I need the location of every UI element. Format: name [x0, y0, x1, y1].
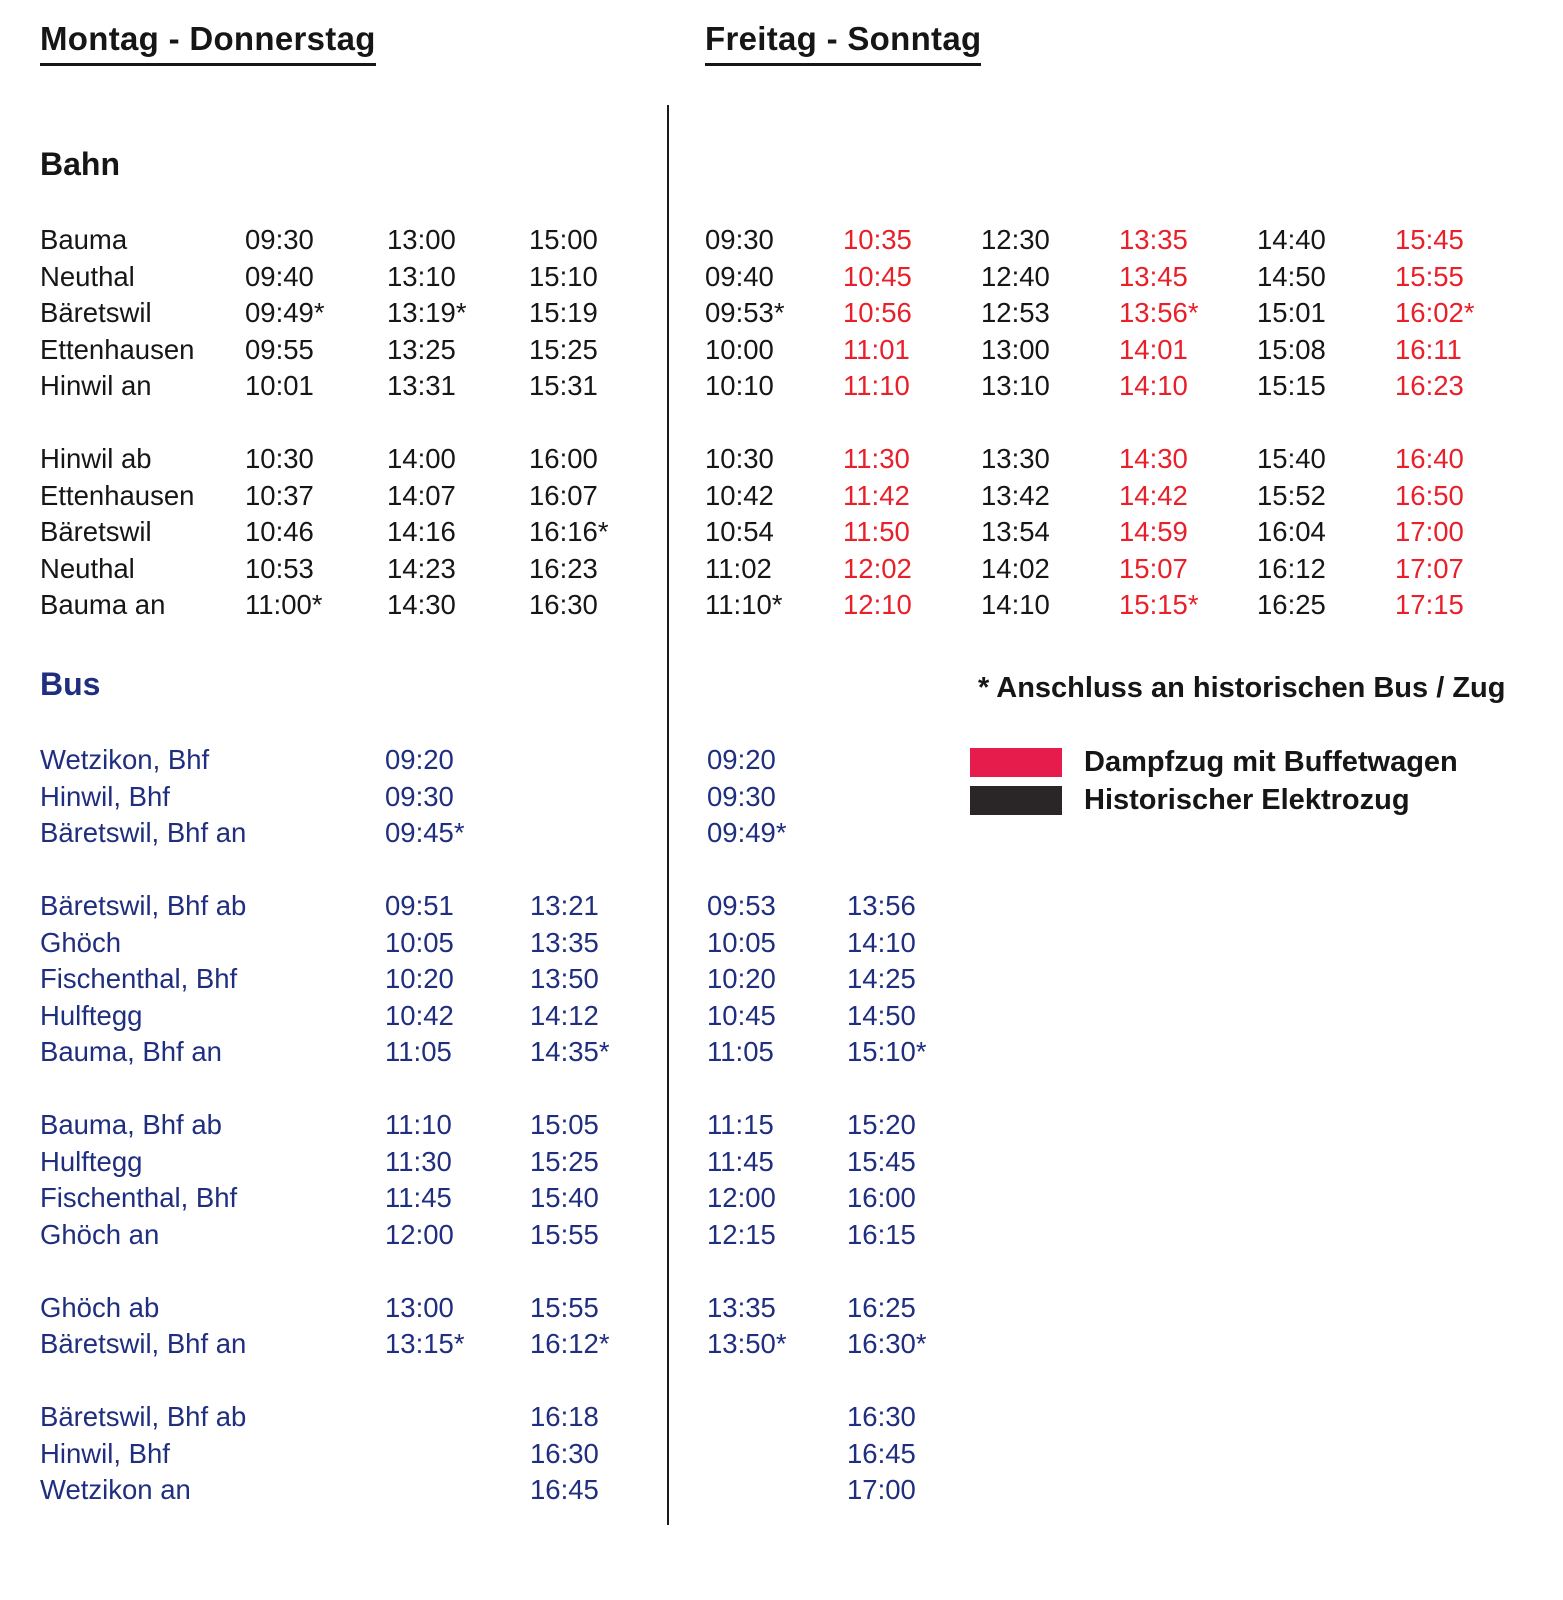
timetable-row — [40, 742, 675, 779]
timetable-row — [40, 1399, 675, 1436]
timetable-row — [707, 815, 987, 852]
station-cell: Bäretswil, Bhf ab — [40, 890, 247, 922]
time-cell: 16:30 — [847, 1401, 916, 1433]
time-cell: 13:54 — [981, 516, 1050, 548]
legend-item-dampfzug — [970, 744, 1458, 782]
time-cell: 15:25 — [529, 333, 598, 365]
station-cell: Wetzikon, Bhf — [40, 744, 210, 776]
timetable-row — [40, 259, 671, 296]
time-cell: 11:45 — [707, 1145, 774, 1177]
timetable-row — [707, 779, 987, 816]
time-cell: 11:30 — [843, 443, 910, 475]
station-cell: Bäretswil — [40, 516, 152, 548]
time-cell: 16:30* — [847, 1328, 927, 1360]
timetable-row — [40, 888, 675, 925]
station-cell: Hulftegg — [40, 999, 143, 1031]
timetable-row — [707, 1217, 987, 1254]
time-cell: 16:23 — [1395, 370, 1464, 402]
time-cell: 09:20 — [385, 744, 454, 776]
time-cell: 10:10 — [705, 370, 774, 402]
time-cell: 13:30 — [981, 443, 1050, 475]
time-cell: 11:10 — [843, 370, 910, 402]
section-label-bus: Bus — [40, 666, 101, 702]
time-cell: 13:00 — [981, 333, 1050, 365]
bahn-table-montag-donnerstag — [40, 222, 671, 624]
timetable-row — [40, 1290, 675, 1327]
station-cell: Bauma — [40, 224, 128, 256]
time-cell: 14:10 — [1119, 370, 1188, 402]
time-cell: 15:00 — [529, 224, 598, 256]
station-cell: Bäretswil — [40, 297, 152, 329]
time-cell: 10:20 — [707, 963, 776, 995]
timetable-row — [705, 514, 1533, 551]
time-cell: 16:02* — [1395, 297, 1475, 329]
time-cell: 09:53* — [705, 297, 785, 329]
time-cell: 13:35 — [707, 1291, 776, 1323]
time-cell: 15:08 — [1257, 333, 1326, 365]
timetable-row — [707, 1472, 987, 1509]
time-cell: 15:05 — [530, 1109, 599, 1141]
timetable-block — [40, 742, 675, 852]
timetable-row — [705, 368, 1533, 405]
time-cell: 17:07 — [1395, 552, 1464, 584]
timetable-block — [705, 222, 1533, 405]
time-cell: 16:04 — [1257, 516, 1326, 548]
timetable-row — [40, 1436, 675, 1473]
time-cell: 11:02 — [705, 552, 772, 584]
legend — [970, 744, 1458, 819]
time-cell: 10:53 — [245, 552, 314, 584]
time-cell: 13:56 — [847, 890, 916, 922]
timetable-row — [707, 998, 987, 1035]
time-cell: 14:16 — [387, 516, 456, 548]
time-cell: 10:30 — [245, 443, 314, 475]
time-cell: 15:10 — [529, 260, 598, 292]
legend-swatch-black-icon — [970, 786, 1062, 815]
time-cell: 15:19 — [529, 297, 598, 329]
timetable-block — [40, 1399, 675, 1509]
timetable-row — [705, 551, 1533, 588]
time-cell: 16:23 — [529, 552, 598, 584]
time-cell: 14:10 — [981, 589, 1050, 621]
station-cell: Hinwil, Bhf — [40, 1437, 170, 1469]
bus-table-montag-donnerstag — [40, 742, 675, 1509]
station-cell: Fischenthal, Bhf — [40, 1182, 238, 1214]
time-cell: 12:30 — [981, 224, 1050, 256]
timetable-row — [707, 888, 987, 925]
time-cell: 14:25 — [847, 963, 916, 995]
timetable-row — [40, 1180, 675, 1217]
station-cell: Ghöch ab — [40, 1291, 160, 1323]
time-cell: 16:45 — [530, 1474, 599, 1506]
station-cell: Bauma an — [40, 589, 166, 621]
header-freitag-sonntag: Freitag - Sonntag — [705, 20, 981, 66]
time-cell: 15:40 — [530, 1182, 599, 1214]
station-cell: Bauma, Bhf an — [40, 1036, 222, 1068]
time-cell: 14:35* — [530, 1036, 610, 1068]
timetable-row — [40, 222, 671, 259]
time-cell: 11:00* — [245, 589, 323, 621]
time-cell: 10:20 — [385, 963, 454, 995]
timetable-row — [40, 1144, 675, 1181]
timetable-block — [707, 1290, 987, 1363]
time-cell: 16:00 — [529, 443, 598, 475]
time-cell: 10:42 — [385, 999, 454, 1031]
legend-label-dampfzug: Dampfzug mit Buffetwagen — [1084, 746, 1458, 779]
header-montag-donnerstag: Montag - Donnerstag — [40, 20, 376, 66]
timetable-block — [707, 1399, 987, 1509]
time-cell: 12:00 — [385, 1218, 454, 1250]
timetable-row — [707, 1180, 987, 1217]
station-cell: Hulftegg — [40, 1145, 143, 1177]
time-cell: 09:53 — [707, 890, 776, 922]
time-cell: 13:56* — [1119, 297, 1199, 329]
time-cell: 10:45 — [843, 260, 912, 292]
time-cell: 09:51 — [385, 890, 454, 922]
time-cell: 13:31 — [387, 370, 456, 402]
timetable-block — [705, 441, 1533, 624]
time-cell: 11:10* — [705, 589, 783, 621]
time-cell: 14:30 — [387, 589, 456, 621]
time-cell: 15:25 — [530, 1145, 599, 1177]
time-cell: 13:25 — [387, 333, 456, 365]
timetable-row — [40, 478, 671, 515]
time-cell: 16:25 — [1257, 589, 1326, 621]
timetable-row — [40, 1034, 675, 1071]
time-cell: 10:05 — [385, 926, 454, 958]
time-cell: 16:07 — [529, 479, 598, 511]
time-cell: 11:50 — [843, 516, 910, 548]
time-cell: 16:11 — [1395, 333, 1462, 365]
timetable-block — [707, 742, 987, 852]
time-cell: 09:30 — [385, 780, 454, 812]
time-cell: 12:15 — [707, 1218, 776, 1250]
time-cell: 14:23 — [387, 552, 456, 584]
time-cell: 12:00 — [707, 1182, 776, 1214]
timetable-row — [40, 1472, 675, 1509]
time-cell: 15:55 — [530, 1218, 599, 1250]
timetable-row — [40, 295, 671, 332]
timetable-row — [707, 1144, 987, 1181]
time-cell: 09:49* — [707, 817, 787, 849]
time-cell: 12:53 — [981, 297, 1050, 329]
timetable-block — [707, 888, 987, 1071]
timetable-row — [40, 514, 671, 551]
time-cell: 12:10 — [843, 589, 912, 621]
timetable-row — [705, 332, 1533, 369]
time-cell: 09:20 — [707, 744, 776, 776]
time-cell: 11:10 — [385, 1109, 452, 1141]
station-cell: Bäretswil, Bhf an — [40, 817, 247, 849]
timetable-row — [40, 998, 675, 1035]
time-cell: 11:45 — [385, 1182, 452, 1214]
station-cell: Ghöch — [40, 926, 122, 958]
time-cell: 16:25 — [847, 1291, 916, 1323]
timetable-row — [40, 1217, 675, 1254]
station-cell: Hinwil ab — [40, 443, 152, 475]
timetable-row — [707, 1034, 987, 1071]
time-cell: 10:37 — [245, 479, 314, 511]
time-cell: 10:46 — [245, 516, 314, 548]
bahn-table-freitag-sonntag — [705, 222, 1533, 624]
timetable-row — [707, 1436, 987, 1473]
time-cell: 14:30 — [1119, 443, 1188, 475]
timetable-block — [707, 1107, 987, 1253]
time-cell: 15:01 — [1257, 297, 1326, 329]
time-cell: 09:55 — [245, 333, 314, 365]
timetable-row — [40, 551, 671, 588]
timetable-row — [40, 815, 675, 852]
time-cell: 16:00 — [847, 1182, 916, 1214]
timetable-row — [705, 478, 1533, 515]
time-cell: 15:15 — [1257, 370, 1326, 402]
timetable-row — [40, 1326, 675, 1363]
time-cell: 13:00 — [387, 224, 456, 256]
time-cell: 12:02 — [843, 552, 912, 584]
time-cell: 10:56 — [843, 297, 912, 329]
station-cell: Wetzikon an — [40, 1474, 191, 1506]
station-cell: Bäretswil, Bhf an — [40, 1328, 247, 1360]
timetable-row — [707, 1326, 987, 1363]
timetable-row — [705, 259, 1533, 296]
time-cell: 17:00 — [1395, 516, 1464, 548]
station-cell: Ghöch an — [40, 1218, 160, 1250]
time-cell: 15:40 — [1257, 443, 1326, 475]
time-cell: 13:35 — [1119, 224, 1188, 256]
station-cell: Bäretswil, Bhf ab — [40, 1401, 247, 1433]
time-cell: 13:19* — [387, 297, 467, 329]
time-cell: 16:16* — [529, 516, 609, 548]
station-cell: Fischenthal, Bhf — [40, 963, 238, 995]
timetable-row — [707, 961, 987, 998]
time-cell: 10:00 — [705, 333, 774, 365]
time-cell: 13:10 — [981, 370, 1050, 402]
time-cell: 11:05 — [707, 1036, 774, 1068]
timetable-row — [707, 925, 987, 962]
time-cell: 16:50 — [1395, 479, 1464, 511]
time-cell: 14:40 — [1257, 224, 1326, 256]
time-cell: 10:35 — [843, 224, 912, 256]
timetable-row — [705, 295, 1533, 332]
timetable-row — [705, 222, 1533, 259]
station-cell: Ettenhausen — [40, 333, 195, 365]
time-cell: 13:35 — [530, 926, 599, 958]
time-cell: 13:21 — [530, 890, 599, 922]
time-cell: 10:05 — [707, 926, 776, 958]
time-cell: 13:42 — [981, 479, 1050, 511]
time-cell: 10:54 — [705, 516, 774, 548]
timetable-block — [40, 1107, 675, 1253]
time-cell: 16:45 — [847, 1437, 916, 1469]
time-cell: 09:45* — [385, 817, 465, 849]
time-cell: 14:50 — [847, 999, 916, 1031]
timetable-row — [707, 742, 987, 779]
timetable-row — [40, 779, 675, 816]
section-label-bahn: Bahn — [40, 146, 120, 182]
timetable-row — [705, 441, 1533, 478]
time-cell: 14:59 — [1119, 516, 1188, 548]
time-cell: 17:15 — [1395, 589, 1464, 621]
time-cell: 15:45 — [1395, 224, 1464, 256]
time-cell: 09:40 — [705, 260, 774, 292]
station-cell: Hinwil, Bhf — [40, 780, 170, 812]
time-cell: 10:01 — [245, 370, 314, 402]
time-cell: 11:05 — [385, 1036, 452, 1068]
time-cell: 13:00 — [385, 1291, 454, 1323]
timetable-row — [707, 1107, 987, 1144]
legend-label-elektrozug: Historischer Elektrozug — [1084, 783, 1410, 816]
bus-table-freitag-sonntag — [707, 742, 987, 1509]
time-cell: 09:30 — [707, 780, 776, 812]
time-cell: 16:15 — [847, 1218, 916, 1250]
time-cell: 13:50 — [530, 963, 599, 995]
timetable-row — [40, 441, 671, 478]
time-cell: 10:30 — [705, 443, 774, 475]
legend-item-elektrozug — [970, 782, 1458, 820]
time-cell: 15:15* — [1119, 589, 1199, 621]
time-cell: 16:18 — [530, 1401, 599, 1433]
time-cell: 14:02 — [981, 552, 1050, 584]
time-cell: 13:45 — [1119, 260, 1188, 292]
timetable-row — [40, 587, 671, 624]
time-cell: 14:50 — [1257, 260, 1326, 292]
time-cell: 16:30 — [530, 1437, 599, 1469]
time-cell: 15:45 — [847, 1145, 916, 1177]
station-cell: Hinwil an — [40, 370, 152, 402]
timetable-block — [40, 222, 671, 405]
time-cell: 09:30 — [245, 224, 314, 256]
station-cell: Ettenhausen — [40, 479, 195, 511]
time-cell: 15:20 — [847, 1109, 916, 1141]
time-cell: 16:12* — [530, 1328, 610, 1360]
time-cell: 15:07 — [1119, 552, 1188, 584]
timetable-row — [705, 587, 1533, 624]
time-cell: 14:07 — [387, 479, 456, 511]
time-cell: 11:30 — [385, 1145, 452, 1177]
time-cell: 14:42 — [1119, 479, 1188, 511]
time-cell: 09:49* — [245, 297, 325, 329]
timetable-row — [40, 961, 675, 998]
legend-note-anschluss: * Anschluss an historischen Bus / Zug — [978, 672, 1506, 704]
station-cell: Bauma, Bhf ab — [40, 1109, 222, 1141]
timetable-block — [40, 441, 671, 624]
time-cell: 11:42 — [843, 479, 910, 511]
time-cell: 15:10* — [847, 1036, 927, 1068]
timetable-block — [40, 888, 675, 1071]
time-cell: 14:10 — [847, 926, 916, 958]
time-cell: 14:01 — [1119, 333, 1188, 365]
time-cell: 13:15* — [385, 1328, 465, 1360]
time-cell: 09:30 — [705, 224, 774, 256]
timetable-row — [40, 368, 671, 405]
time-cell: 10:42 — [705, 479, 774, 511]
time-cell: 12:40 — [981, 260, 1050, 292]
legend-swatch-red-icon — [970, 748, 1062, 777]
time-cell: 15:55 — [1395, 260, 1464, 292]
time-cell: 13:10 — [387, 260, 456, 292]
time-cell: 15:55 — [530, 1291, 599, 1323]
time-cell: 15:52 — [1257, 479, 1326, 511]
time-cell: 15:31 — [529, 370, 598, 402]
time-cell: 16:40 — [1395, 443, 1464, 475]
time-cell: 09:40 — [245, 260, 314, 292]
time-cell: 16:30 — [529, 589, 598, 621]
time-cell: 11:15 — [707, 1109, 774, 1141]
station-cell: Neuthal — [40, 260, 135, 292]
time-cell: 14:12 — [530, 999, 599, 1031]
timetable-row — [40, 332, 671, 369]
timetable-row — [40, 925, 675, 962]
time-cell: 10:45 — [707, 999, 776, 1031]
timetable-row — [707, 1399, 987, 1436]
time-cell: 14:00 — [387, 443, 456, 475]
timetable-row — [40, 1107, 675, 1144]
time-cell: 17:00 — [847, 1474, 916, 1506]
time-cell: 13:50* — [707, 1328, 787, 1360]
station-cell: Neuthal — [40, 552, 135, 584]
time-cell: 11:01 — [843, 333, 910, 365]
timetable-block — [40, 1290, 675, 1363]
time-cell: 16:12 — [1257, 552, 1326, 584]
timetable-row — [707, 1290, 987, 1327]
